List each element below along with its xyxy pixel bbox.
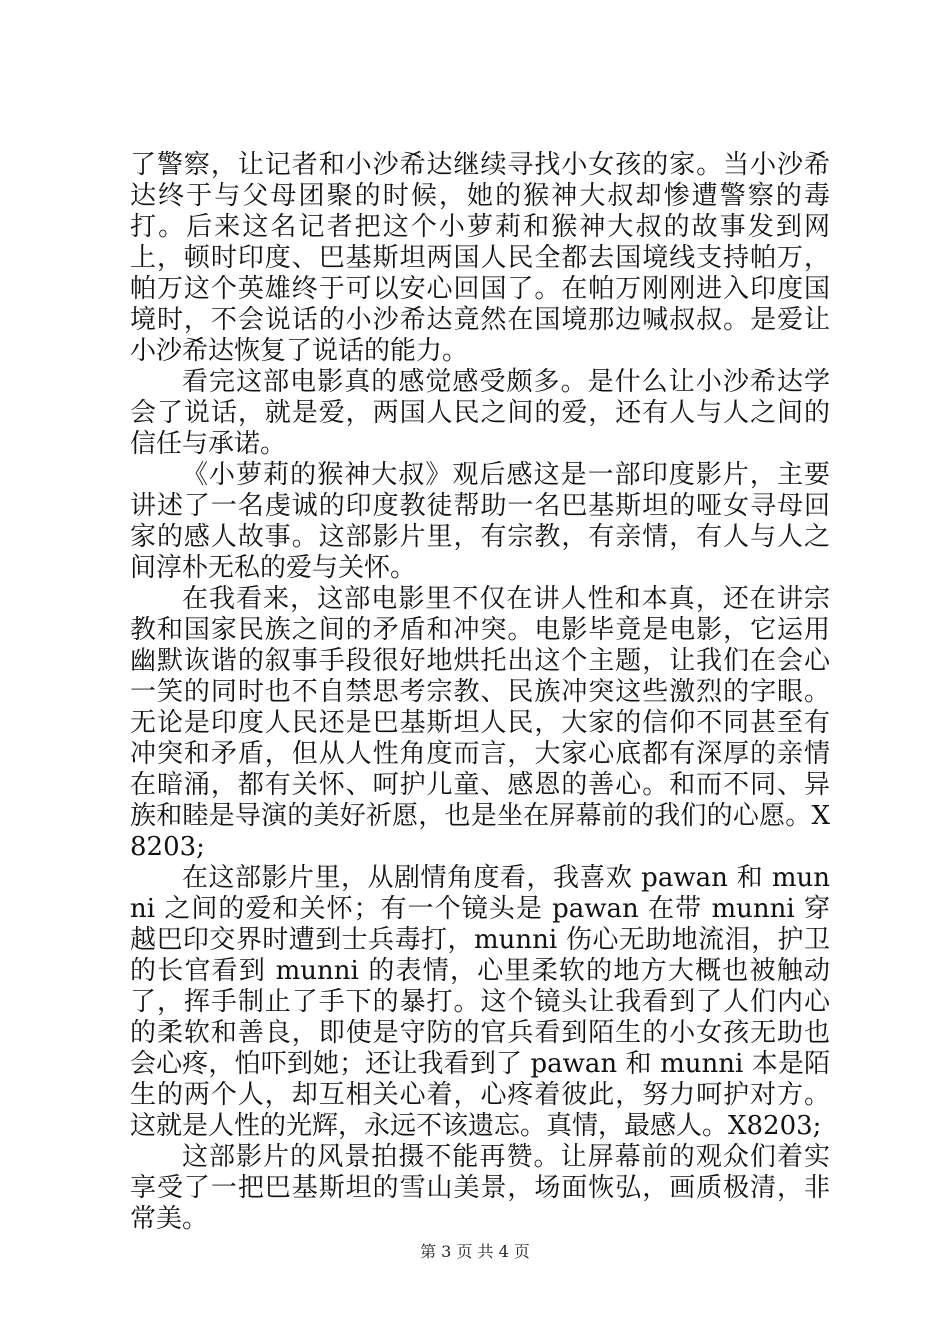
page-footer	[0, 1242, 950, 1262]
paragraph-5: 在这部影片里，从剧情角度看，我喜欢 pawan 和 munni 之间的爱和关怀；有一个镜头是 pawan 在带 munni 穿越巴印交界时遭到士兵毒打，munni 伤心无助地流泪，护卫的长官看到 munni 的表情，心里柔软的地方大概也被触动了，挥手制止了手下的暴打。这个镜头让我看到了人们内心的柔软和善良，即使是守防的官兵看到陌生的小女孩无助也会心疼，怕吓到她；还让我看到了 pawan 和 munni 本是陌生的两个人，却互相关心着，心疼着彼此，努力呵护对方。这就是人性的光辉，永远不该遗忘。真情，最感人。X8203;	[130, 863, 830, 1141]
document-body	[130, 150, 830, 1235]
page-number-label: 第 3 页 共 4 页	[420, 1242, 530, 1261]
paragraph-6: 这部影片的风景拍摄不能再赞。让屏幕前的观众们着实享受了一把巴基斯坦的雪山美景，场面恢弘，画质极清，非常美。	[130, 1142, 830, 1234]
paragraph-3: 《小萝莉的猴神大叔》观后感这是一部印度影片，主要讲述了一名虔诚的印度教徒帮助一名巴基斯坦的哑女寻母回家的感人故事。这部影片里，有宗教，有亲情，有人与人之间淳朴无私的爱与关怀。	[130, 460, 830, 583]
paragraph-1: 了警察，让记者和小沙希达继续寻找小女孩的家。当小沙希达终于与父母团聚的时候，她的猴神大叔却惨遭警察的毒打。后来这名记者把这个小萝莉和猴神大叔的故事发到网上，顿时印度、巴基斯坦两国人民全都去国境线支持帕万，帕万这个英雄终于可以安心回国了。在帕万刚刚进入印度国境时，不会说话的小沙希达竟然在国境那边喊叔叔。是爱让小沙希达恢复了说话的能力。	[130, 150, 830, 366]
paragraph-2: 看完这部电影真的感觉感受颇多。是什么让小沙希达学会了说话，就是爱，两国人民之间的爱，还有人与人之间的信任与承诺。	[130, 367, 830, 459]
paragraph-4: 在我看来，这部电影里不仅在讲人性和本真，还在讲宗教和国家民族之间的矛盾和冲突。电影毕竟是电影，它运用幽默诙谐的叙事手段很好地烘托出这个主题，让我们在会心一笑的同时也不自禁思考宗教、民族冲突这些激烈的字眼。无论是印度人民还是巴基斯坦人民，大家的信仰不同甚至有冲突和矛盾，但从人性角度而言，大家心底都有深厚的亲情在暗涌，都有关怀、呵护儿童、感恩的善心。和而不同、异族和睦是导演的美好祈愿，也是坐在屏幕前的我们的心愿。X8203;	[130, 584, 830, 862]
